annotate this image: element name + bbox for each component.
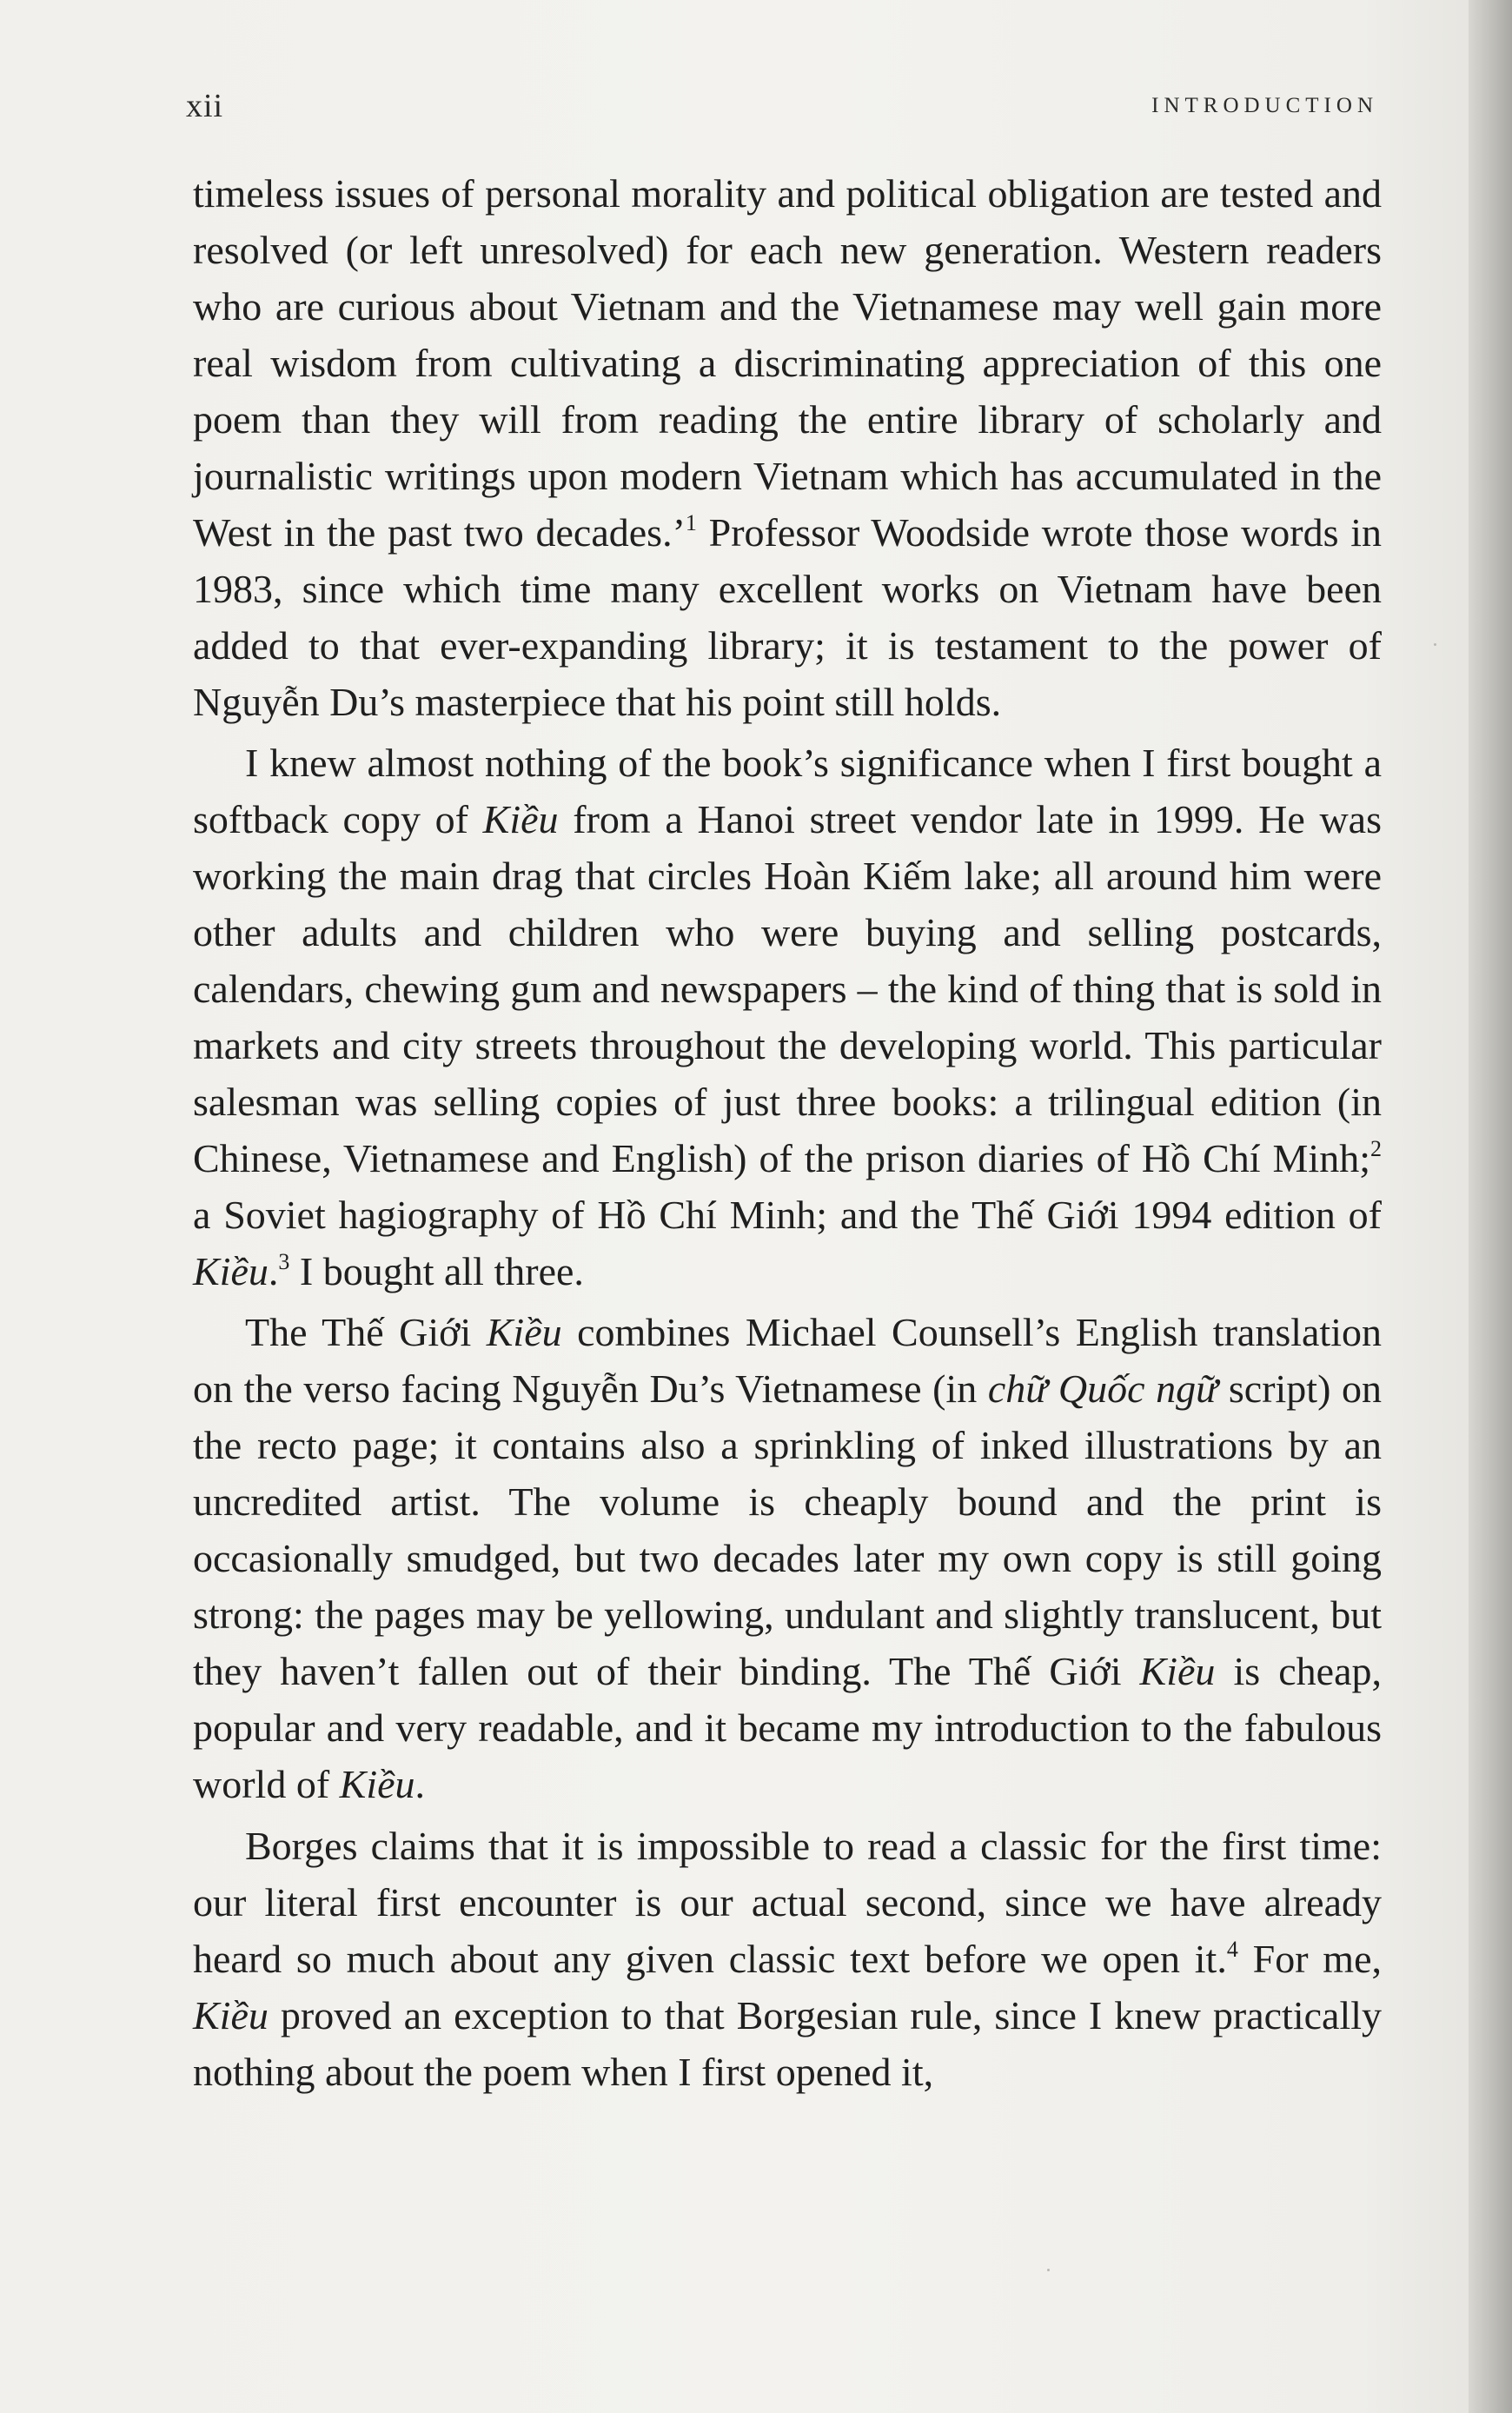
section-title: INTRODUCTION <box>1151 94 1378 117</box>
text-run: I bought all three. <box>289 1249 584 1293</box>
paragraph-3 <box>193 1304 1382 1812</box>
text-run: is cheap, popular and very readable, and it became my introduction to the fabulous world of <box>193 1649 1382 1806</box>
body-text <box>193 165 1382 2100</box>
text-run: The Thế Giới <box>245 1310 487 1354</box>
script-name-italic: chữ Quốc ngữ <box>987 1366 1218 1411</box>
text-run: combines Michael Counsell’s English translation on the verso facing Nguyễn Du’s Vietnamese (in <box>193 1310 1382 1411</box>
text-run: Professor Woodside wrote those words in 1983, since which time many excellent works on Vietnam have been added to that ever-expanding library; it is testament to the power of Nguyễn Du’s masterpiece that his point still holds. <box>193 510 1383 724</box>
text-run: script) on the recto page; it contains also a sprinkling of inked illustrations by an uncredited artist. The volume is cheaply bound and the print is occasionally smudged, but two decades later my own copy is still going strong: the pages may be yellowing, undulant and slightly translucent, but they haven’t fallen out of their binding. The Thế Giới <box>193 1366 1382 1693</box>
footnote-ref-1: 1 <box>685 510 697 535</box>
book-title-italic: Kiều <box>193 1249 269 1293</box>
page-edge-shadow <box>1469 0 1512 2413</box>
paper-speck <box>1434 643 1436 646</box>
text-run: a Soviet hagiography of Hồ Chí Minh; and the Thế Giới 1994 edition of <box>193 1193 1382 1237</box>
footnote-ref-3: 3 <box>278 1249 290 1274</box>
running-head <box>186 87 1378 139</box>
footnote-ref-2: 2 <box>1370 1136 1382 1161</box>
text-run: proved an exception to that Borgesian rule, since I knew practically nothing about the poem when I first opened it, <box>193 1993 1382 2094</box>
paragraph-4 <box>193 1818 1382 2100</box>
paper-speck <box>1047 2269 1050 2271</box>
text-run: I knew almost nothing of the book’s significance when I first bought a softback copy of <box>193 741 1382 841</box>
book-title-italic: Kiều <box>339 1762 415 1806</box>
text-run: For me, <box>1237 1937 1382 1981</box>
footnote-ref-4: 4 <box>1226 1937 1238 1962</box>
book-title-italic: Kiều <box>486 1310 562 1354</box>
paragraph-2 <box>193 735 1382 1300</box>
text-run: . <box>414 1762 426 1806</box>
book-title-italic: Kiều <box>482 797 559 841</box>
text-run: from a Hanoi street vendor late in 1999. He was working the main drag that circles Hoàn Kiếm lake; all around him were other adults and children who were buying and selling postcards, calendars, chewing gum and newspapers – the kind of thing that is sold in markets and city streets throughout the developing world. This particular salesman was selling copies of just three books: a trilingual edition (in Chinese, Vietnamese and English) of the prison diaries of Hồ Chí Minh; <box>193 797 1382 1180</box>
page-number: xii <box>186 88 224 124</box>
book-title-italic: Kiều <box>193 1993 269 2037</box>
text-run: Borges claims that it is impossible to read a classic for the first time: our literal first encounter is our actual second, since we have already heard so much about any given classic text before we open it. <box>193 1824 1382 1981</box>
text-run: timeless issues of personal morality and political obligation are tested and resolved (or left unresolved) for each new generation. Western readers who are curious about Vietnam and the Vietnamese may well gain more real wisdom from cultivating a discriminating appreciation of this one poem than they will from reading the entire library of scholarly and journalistic writings upon modern Vietnam which has accumulated in the West in the past two decades.’ <box>193 171 1382 555</box>
book-title-italic: Kiều <box>1139 1649 1216 1693</box>
text-run: . <box>268 1249 279 1293</box>
paragraph-1 <box>193 165 1382 730</box>
